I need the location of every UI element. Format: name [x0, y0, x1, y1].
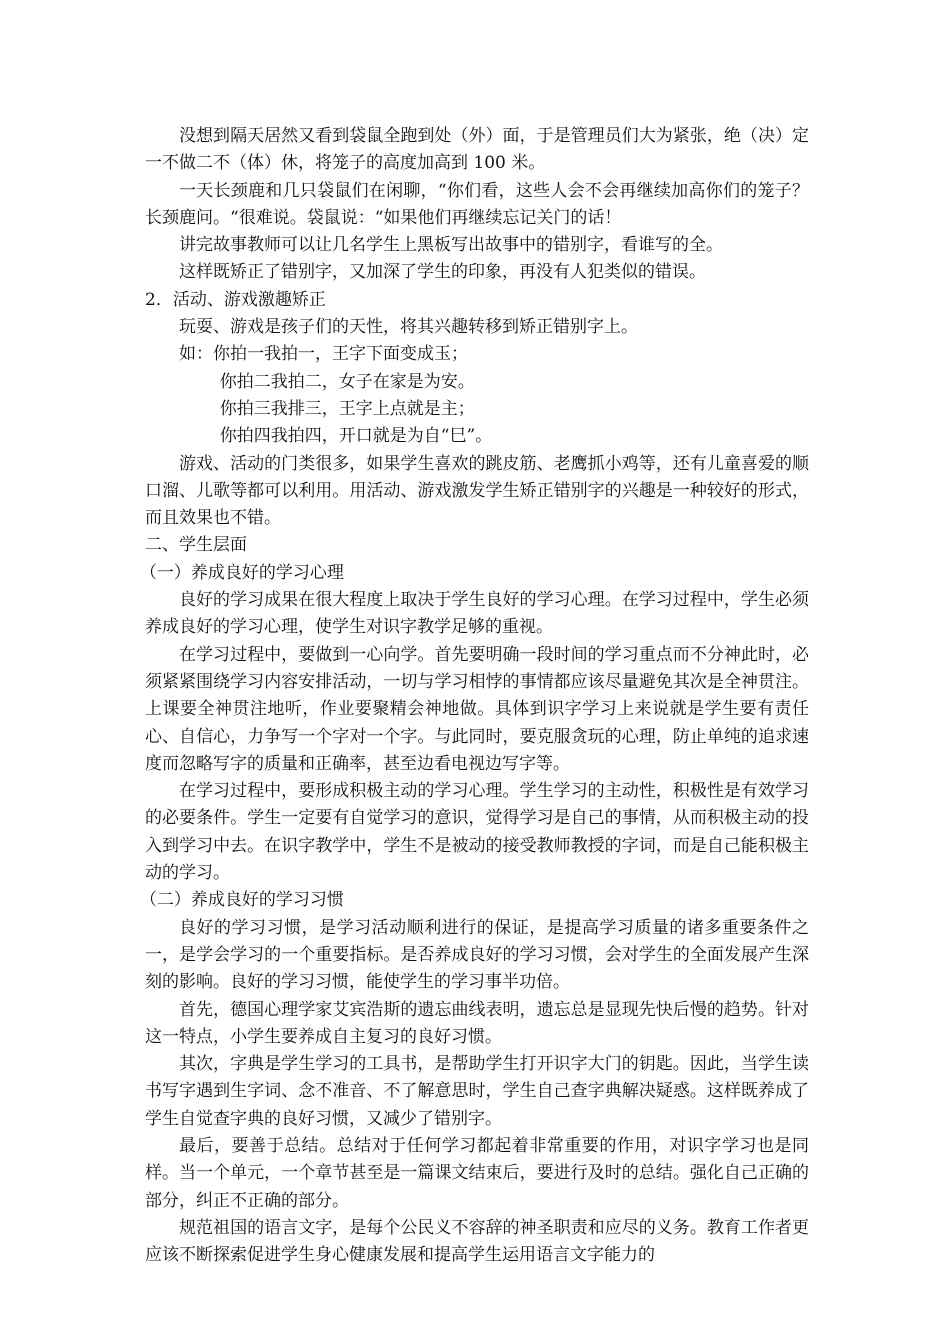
- subsection-heading: （一）养成良好的学习心理: [139, 562, 344, 583]
- paragraph: 游戏、活动的门类很多，如果学生喜欢的跳皮筋、老鹰抓小鸡等，还有儿童喜爱的顺口溜、儿歌等都可以利用。用活动、游戏激发学生矫正错别字的兴趣是一种较好的形式，而且效果也不错。: [145, 453, 809, 529]
- paragraph: 没想到隔天居然又看到袋鼠全跑到处（外）面，于是管理员们大为紧张，绝（决）定一不做二不（体）休，将笼子的高度加高到 100 米。: [145, 126, 809, 174]
- paragraph: 首先，德国心理学家艾宾浩斯的遗忘曲线表明，遗忘总是显现先快后慢的趋势。针对这一特点，小学生要养成自主复习的良好习惯。: [145, 999, 809, 1047]
- paragraph: 玩耍、游戏是孩子们的天性，将其兴趣转移到矫正错别字上。: [179, 317, 638, 338]
- rhyme-line: 你拍二我拍二，女子在家是为安。: [219, 371, 475, 392]
- paragraph: 在学习过程中，要形成积极主动的学习心理。学生学习的主动性，积极性是有效学习的必要条件。学生一定要有自觉学习的意识，觉得学习是自己的事情，从而积极主动的投入到学习中去。在识字教学中，学生不是被动的接受教师教授的字词，而是自己能积极主动的学习。: [145, 781, 809, 884]
- section-heading: 2．活动、游戏激趣矫正: [145, 289, 326, 310]
- paragraph: 其次，字典是学生学习的工具书，是帮助学生打开识字大门的钥匙。因此，当学生读书写字遇到生字词、念不准音、不了解意思时，学生自己查字典解决疑惑。这样既养成了学生自觉查字典的良好习惯，又减少了错别字。: [145, 1054, 809, 1129]
- paragraph: 良好的学习成果在很大程度上取决于学生良好的学习心理。在学习过程中，学生必须养成良好的学习心理，使学生对识字教学足够的重视。: [145, 590, 809, 638]
- paragraph: 一天长颈鹿和几只袋鼠们在闲聊，“你们看，这些人会不会再继续加高你们的笼子？长颈鹿问。“很难说。袋鼠说：“如果他们再继续忘记关门的话！: [145, 180, 809, 228]
- rhyme-line: 你拍三我排三，王字上点就是主；: [219, 398, 475, 419]
- rhyme-line: 你拍四我拍四，开口就是为自“巳”。: [219, 426, 493, 447]
- subsection-heading: （二）养成良好的学习习惯: [139, 890, 344, 911]
- document-page: [139, 123, 809, 1269]
- paragraph: 讲完故事教师可以让几名学生上黑板写出故事中的错别字，看谁写的全。: [179, 235, 723, 256]
- paragraph: 在学习过程中，要做到一心向学。首先要明确一段时间的学习重点而不分神此时，必须紧紧围绕学习内容安排活动，一切与学习相悖的事情都应该尽量避免其次是全神贯注。上课要全神贯注地听，作业要聚精会神地做。具体到识字学习上来说就是学生要有责任心、自信心，力争写一个字对一个字。与此同时，要克服贪玩的心理，防止单纯的追求速度而忽略写字的质量和正确率，甚至边看电视边写字等。: [145, 644, 809, 774]
- paragraph: 最后，要善于总结。总结对于任何学习都起着非常重要的作用，对识字学习也是同样。当一个单元，一个章节甚至是一篇课文结束后，要进行及时的总结。强化自己正确的部分，纠正不正确的部分。: [145, 1135, 809, 1211]
- paragraph: 这样既矫正了错别字，又加深了学生的印象，再没有人犯类似的错误。: [179, 262, 706, 283]
- section-heading: 二、学生层面: [145, 535, 247, 556]
- paragraph: 良好的学习习惯，是学习活动顺利进行的保证，是提高学习质量的诸多重要条件之一，是学会学习的一个重要指标。是否养成良好的学习习惯，会对学生的全面发展产生深刻的影响。良好的学习习惯，能使学生的学习事半功倍。: [145, 917, 809, 993]
- rhyme-line: 如：你拍一我拍一，王字下面变成玉；: [179, 344, 468, 365]
- paragraph: 规范祖国的语言文字，是每个公民义不容辞的神圣职责和应尽的义务。教育工作者更应该不断探索促进学生身心健康发展和提高学生运用语言文字能力的: [145, 1217, 809, 1266]
